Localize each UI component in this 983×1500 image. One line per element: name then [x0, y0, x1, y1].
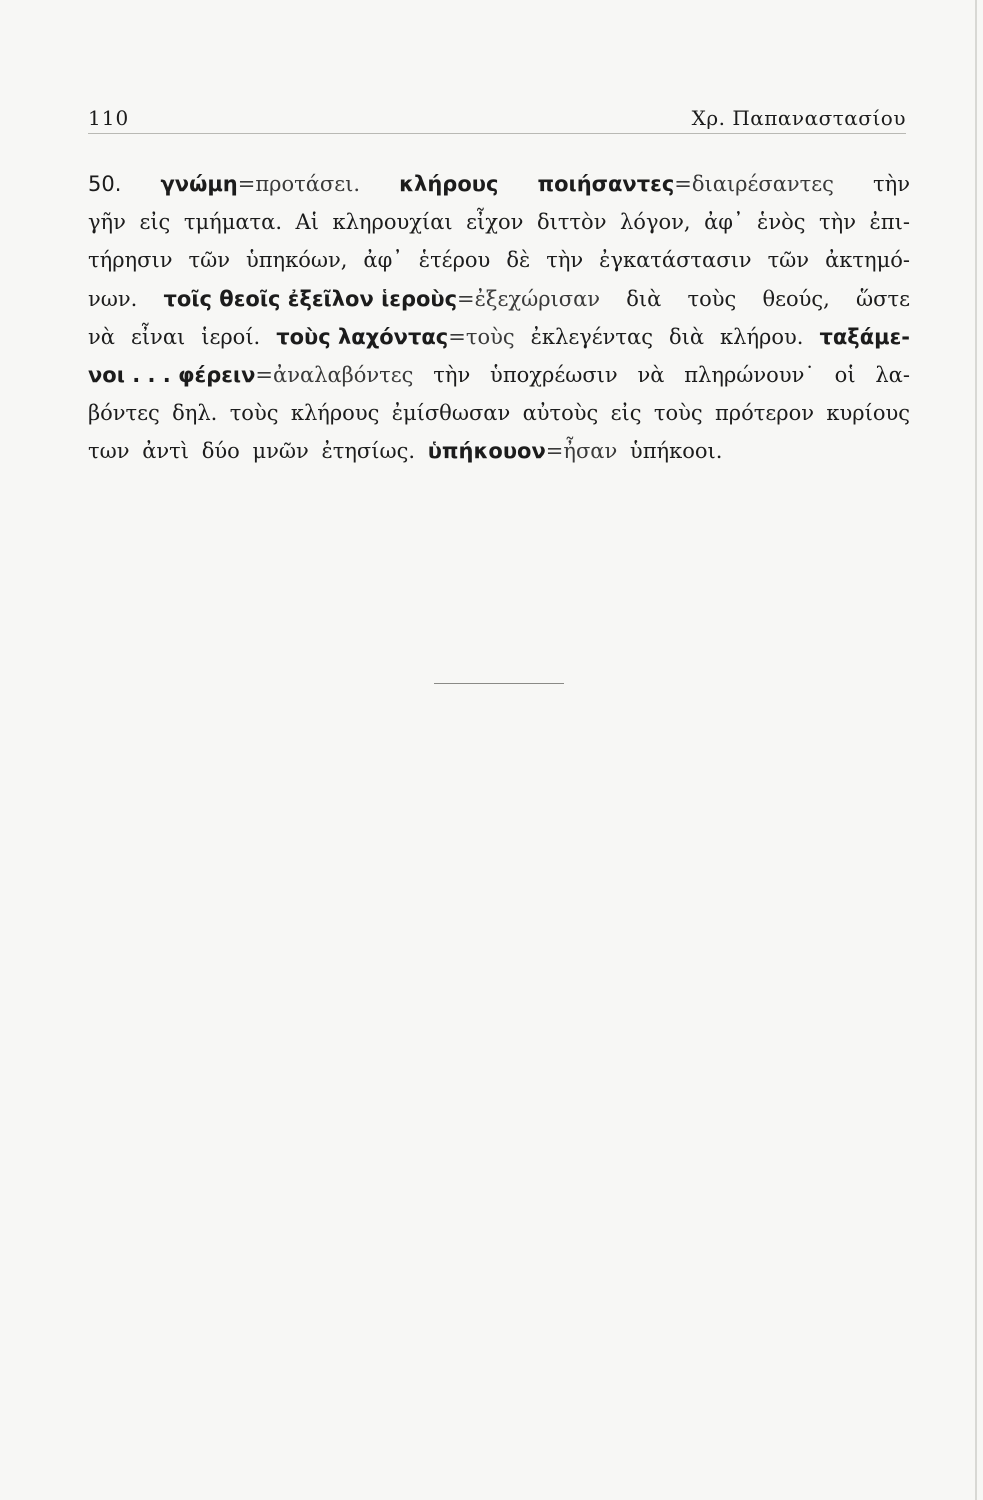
- lemma: ταξάμε-: [819, 324, 910, 349]
- word: μνῶν: [252, 439, 309, 464]
- word: ἐγκατάστασιν: [599, 248, 752, 273]
- text-line: [88, 432, 910, 470]
- word: θεούς,: [762, 286, 830, 311]
- word: τῶν: [767, 248, 810, 273]
- word: ἀφ᾽: [363, 248, 403, 273]
- text-line: [88, 203, 910, 241]
- running-title: Χρ. Παπαναστασίου: [691, 106, 906, 130]
- word: πρότερον: [714, 401, 815, 426]
- lemma: ποιήσαντες: [537, 172, 675, 196]
- word: τοὺς: [229, 401, 279, 426]
- word: ἐπι-: [869, 210, 910, 235]
- word: τοὺς: [687, 286, 737, 311]
- word: τοὺς: [653, 401, 703, 426]
- lemma: τοῖς θεοῖς ἐξεῖλον ἱεροὺς: [163, 286, 458, 311]
- word: ἱεροί.: [201, 324, 261, 349]
- lemma: νοι . . . φέρειν: [88, 362, 256, 387]
- word: εἶναι: [130, 324, 186, 349]
- word: εἰς: [139, 210, 171, 235]
- word: τὴν: [433, 362, 471, 387]
- word: ἐμίσθωσαν: [391, 401, 511, 426]
- text-line: [88, 241, 910, 279]
- word: οἱ: [834, 362, 856, 387]
- word: τὴν: [873, 172, 910, 196]
- word: ὑπήκοοι.: [629, 439, 723, 464]
- word: αὐτοὺς: [522, 401, 599, 426]
- word: κλήρου.: [720, 324, 804, 349]
- lemma: γνώμη: [160, 172, 238, 196]
- gloss: =τοὺς: [448, 324, 515, 349]
- word: τῶν: [188, 248, 230, 273]
- word: κλήρους: [290, 401, 380, 426]
- entry-number: 50.: [88, 172, 122, 196]
- text-line: [88, 356, 910, 394]
- note-paragraph: [88, 165, 910, 471]
- word: πληρώνουν˙: [684, 362, 815, 387]
- word: κυρίους: [826, 401, 910, 426]
- gloss: =ἐξεχώρισαν: [457, 286, 601, 311]
- word: διὰ: [668, 324, 705, 349]
- text-line: [88, 165, 910, 203]
- word: διὰ: [626, 286, 662, 311]
- word: διττὸν: [536, 210, 607, 235]
- text-line: [88, 394, 910, 432]
- header-rule: [88, 133, 906, 134]
- gloss: =προτάσει.: [237, 172, 361, 196]
- word: ἑτέρου: [418, 248, 491, 273]
- word: νὰ: [88, 324, 115, 349]
- word: βόντες: [88, 401, 160, 426]
- gloss: =ἀναλαβόντες: [255, 362, 414, 387]
- word: ἐκλεγέντας: [530, 324, 653, 349]
- word: ὑπηκόων,: [245, 248, 348, 273]
- word: τὴν: [819, 210, 856, 235]
- lemma: τοὺς λαχόντας: [276, 324, 449, 349]
- word: ὥστε: [856, 286, 910, 311]
- word: εἰς: [610, 401, 642, 426]
- page-edge: [975, 0, 977, 1500]
- gloss: =διαιρέσαντες: [674, 172, 834, 196]
- word: ὑποχρέωσιν: [490, 362, 618, 387]
- word: ἀκτημό-: [825, 248, 910, 273]
- word: γῆν: [88, 210, 126, 235]
- lemma: κλήρους: [399, 172, 499, 196]
- word: τὴν: [546, 248, 584, 273]
- word: δύο: [201, 439, 240, 464]
- word: νὰ: [637, 362, 665, 387]
- word: λα-: [875, 362, 910, 387]
- section-end-rule: [434, 683, 564, 684]
- gloss: =ἦσαν: [545, 439, 618, 464]
- word: εἶχον: [466, 210, 524, 235]
- word: δὲ: [506, 248, 531, 273]
- word: λόγον,: [620, 210, 691, 235]
- text-line: [88, 318, 910, 356]
- page-number: 110: [88, 106, 130, 130]
- word: τμήματα.: [183, 210, 282, 235]
- word: κληρουχίαι: [332, 210, 453, 235]
- word: Αἱ: [295, 210, 319, 235]
- word: ἑνὸς: [757, 210, 806, 235]
- word: των: [88, 439, 130, 464]
- word: ἐτησίως.: [321, 439, 416, 464]
- text-line: [88, 280, 910, 318]
- word: δηλ.: [172, 401, 218, 426]
- word: τήρησιν: [88, 248, 173, 273]
- running-head: [88, 100, 906, 136]
- word: ἀφ᾽: [704, 210, 744, 235]
- lemma: ὑπήκουον: [427, 439, 546, 464]
- word: νων.: [88, 286, 138, 311]
- word: ἀντὶ: [142, 439, 190, 464]
